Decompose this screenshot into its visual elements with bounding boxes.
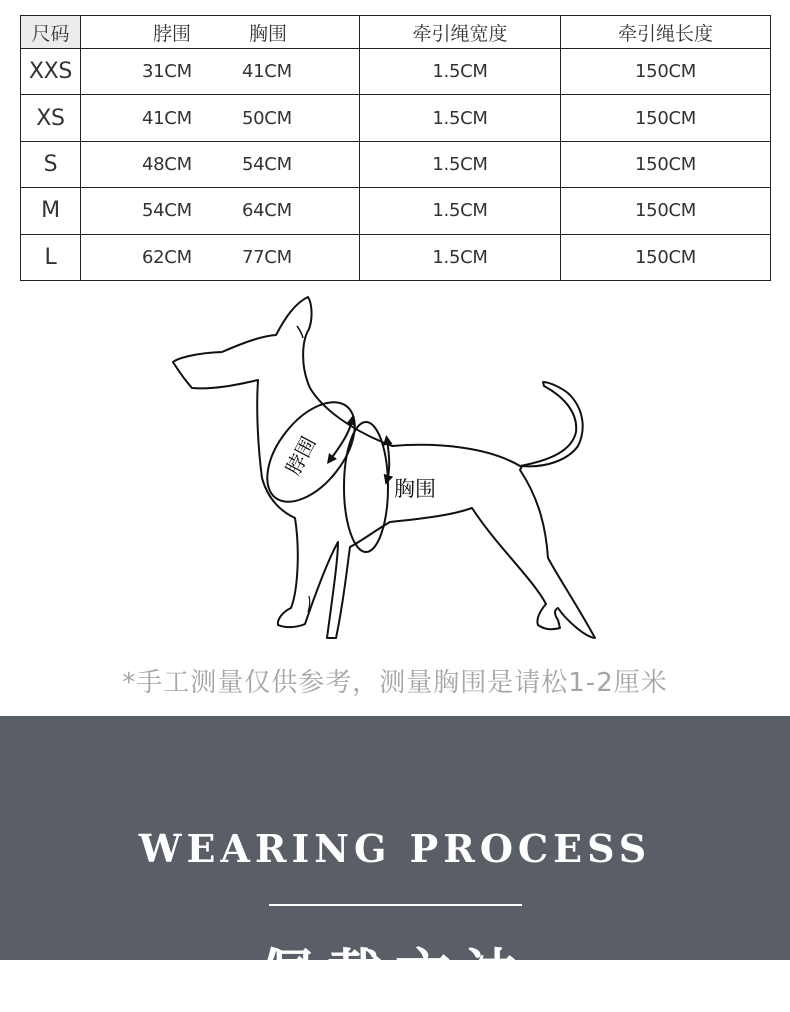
size-cell: S — [21, 141, 81, 187]
neck-value: 41CM — [142, 107, 192, 129]
measurement-note: *手工测量仅供参考，测量胸围是请松1-2厘米 — [122, 668, 668, 698]
table-row — [21, 188, 771, 234]
size-cell: XS — [21, 95, 81, 141]
dog-outline-illustration — [0, 285, 790, 650]
dog-outline — [173, 297, 595, 638]
chest-value: 64CM — [242, 200, 292, 222]
neck-value: 62CM — [142, 246, 192, 268]
wearing-method-title: 佩戴方法 — [259, 944, 531, 1009]
table-row — [21, 95, 771, 141]
leash-width-value: 1.5CM — [360, 188, 561, 234]
neck-chest-cell — [81, 141, 360, 187]
dog-ear-inner-line — [297, 326, 303, 338]
header-chest: 胸围 — [249, 22, 288, 45]
leash-length-value: 150CM — [561, 49, 771, 95]
table-row — [21, 141, 771, 187]
chest-value: 77CM — [242, 246, 292, 268]
leash-width-value: 1.5CM — [360, 234, 561, 280]
chest-value: 54CM — [242, 153, 292, 175]
neck-arrow — [330, 420, 352, 460]
header-size: 尺码 — [21, 16, 81, 49]
wearing-process-title: WEARING PROCESS — [138, 826, 652, 871]
neck-chest-cell — [81, 95, 360, 141]
neck-value: 54CM — [142, 200, 192, 222]
chest-measure-ellipse — [344, 422, 388, 552]
chest-value: 41CM — [242, 61, 292, 83]
header-neck-chest — [81, 16, 360, 49]
chest-label: 胸围 — [394, 477, 436, 501]
chest-value: 50CM — [242, 107, 292, 129]
table-row — [21, 49, 771, 95]
title-divider — [269, 904, 522, 906]
neck-value: 48CM — [142, 153, 192, 175]
header-leash-width: 牵引绳宽度 — [360, 16, 561, 49]
neck-value: 31CM — [142, 61, 192, 83]
header-neck: 脖围 — [152, 22, 191, 45]
size-chart-table — [20, 15, 771, 281]
leash-length-value: 150CM — [561, 141, 771, 187]
size-cell: L — [21, 234, 81, 280]
leash-length-value: 150CM — [561, 234, 771, 280]
leash-width-value: 1.5CM — [360, 95, 561, 141]
neck-chest-cell — [81, 49, 360, 95]
table-row — [21, 234, 771, 280]
size-cell: XXS — [21, 49, 81, 95]
size-cell: M — [21, 188, 81, 234]
neck-chest-cell — [81, 188, 360, 234]
dog-measurement-diagram — [0, 285, 790, 650]
leash-width-value: 1.5CM — [360, 141, 561, 187]
leash-width-value: 1.5CM — [360, 49, 561, 95]
neck-label: 脖围 — [280, 432, 321, 480]
neck-chest-cell — [81, 234, 360, 280]
header-leash-length: 牵引绳长度 — [561, 16, 771, 49]
leash-length-value: 150CM — [561, 188, 771, 234]
table-header-row — [21, 16, 771, 49]
leash-length-value: 150CM — [561, 95, 771, 141]
